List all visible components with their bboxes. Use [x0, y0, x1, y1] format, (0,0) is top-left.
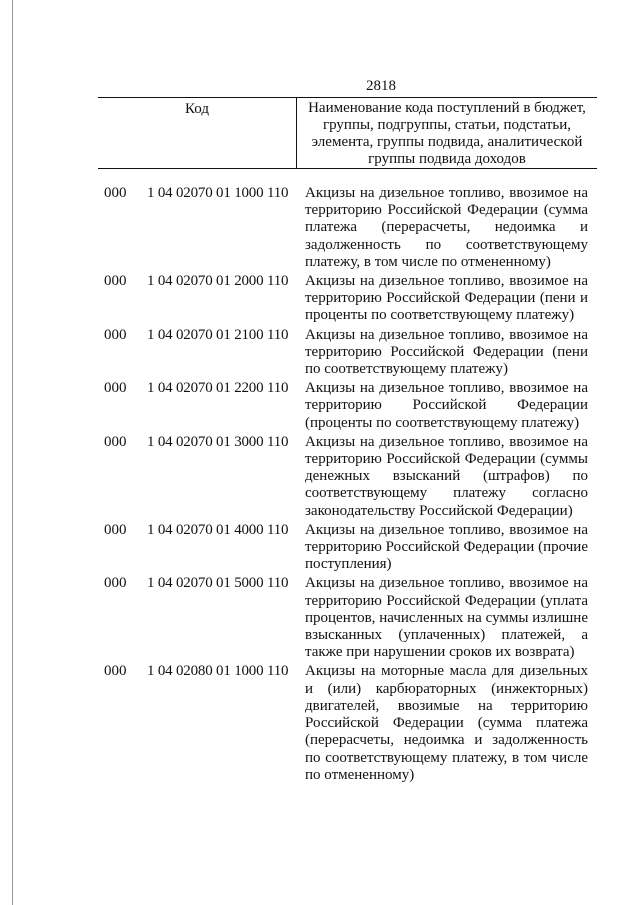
row-description: Акцизы на дизельное топливо, ввозимое на территорию Российской Федерации (проценты по соответствующему платежу): [305, 380, 588, 431]
table-row: [0, 522, 640, 574]
table-row: [0, 663, 640, 783]
row-description: Акцизы на моторные масла для дизельных и (или) карбюраторных (инжекторных) двигателей, ввозимые на территорию Российской Федерации (сумма платежа (перерасчеты, недоимка и задолженность по соответствующему платежу, в том числе по отмененному): [305, 663, 588, 783]
row-agency-code: 000: [104, 521, 127, 538]
row-budget-code: 1 04 02070 01 5000 110: [147, 575, 289, 592]
row-budget-code: 1 04 02070 01 2200 110: [147, 380, 289, 397]
row-budget-code: 1 04 02080 01 1000 110: [147, 663, 289, 680]
row-description: Акцизы на дизельное топливо, ввозимое на территорию Российской Федерации (уплата процентов, начисленных на суммы излишне взысканных (уплаченных) платежей, а также при нарушении сроков их возврата): [305, 575, 588, 661]
row-agency-code: 000: [104, 273, 127, 290]
row-budget-code: 1 04 02070 01 4000 110: [147, 521, 289, 538]
row-budget-code: 1 04 02070 01 2000 110: [147, 273, 289, 290]
row-budget-code: 1 04 02070 01 1000 110: [147, 185, 289, 201]
table-row: [0, 575, 640, 661]
row-agency-code: 000: [104, 185, 127, 201]
table-row: [0, 434, 640, 520]
table-row: [0, 380, 640, 432]
row-budget-code: 1 04 02070 01 3000 110: [147, 433, 289, 450]
row-agency-code: 000: [104, 326, 127, 343]
row-agency-code: 000: [104, 575, 127, 592]
row-agency-code: 000: [104, 380, 127, 397]
table-row: [0, 327, 640, 379]
row-budget-code: 1 04 02070 01 2100 110: [147, 326, 289, 343]
row-description: Акцизы на дизельное топливо, ввозимое на территорию Российской Федерации (прочие поступления): [305, 521, 588, 573]
table-row: [0, 273, 640, 325]
row-description: Акцизы на дизельное топливо, ввозимое на территорию Российской Федерации (пени и проценты по соответствующему платежу): [305, 273, 588, 324]
header-name-label: Наименование кода поступлений в бюджет, группы, подгруппы, статьи, подстатьи, элемента, группы подвида, аналитической группы подвида доходов: [308, 100, 586, 167]
header-column-divider: [296, 98, 297, 168]
row-description: Акцизы на дизельное топливо, ввозимое на территорию Российской Федерации (суммы денежных взысканий (штрафов) по соответствующему платежу согласно законодательству Российской Федерации): [305, 433, 588, 519]
table-row: [0, 185, 640, 271]
row-description: Акцизы на дизельное топливо, ввозимое на территорию Российской Федерации (сумма платежа (перерасчеты, недоимка и задолженность по соответствующему платежу, в том числе по отмененному): [305, 185, 588, 270]
row-agency-code: 000: [104, 433, 127, 450]
header-code-label: Код: [185, 101, 209, 117]
table-body: [0, 185, 640, 786]
row-description: Акцизы на дизельное топливо, ввозимое на территорию Российской Федерации (пени по соответствующему платежу): [305, 326, 588, 378]
row-agency-code: 000: [104, 663, 127, 680]
table-header: [98, 97, 597, 169]
page-number: 2818: [366, 78, 396, 94]
